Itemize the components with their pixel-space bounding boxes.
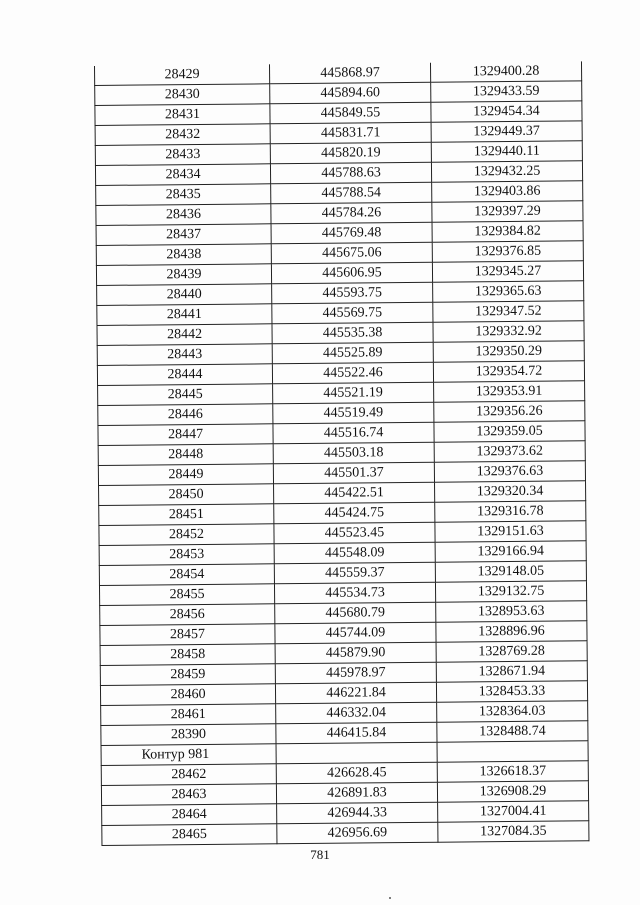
point-id-cell: 28444	[97, 364, 272, 386]
point-id-cell: 28446	[98, 404, 273, 426]
y-coordinate-cell: 1328953.63	[436, 601, 587, 622]
point-id-cell: 28462	[101, 764, 276, 786]
x-coordinate-cell: 445978.97	[275, 662, 436, 684]
point-id-cell: 28445	[98, 384, 273, 406]
point-id-cell: 28435	[96, 184, 271, 206]
y-coordinate-cell: 1329320.34	[435, 481, 586, 502]
y-coordinate-cell: 1329397.29	[432, 201, 583, 222]
point-id-cell: 28454	[99, 564, 274, 586]
y-coordinate-cell: 1329332.92	[433, 321, 584, 342]
point-id-cell: 28459	[100, 664, 275, 686]
point-id-cell: 28429	[94, 64, 269, 85]
point-id-cell: Контур 981	[101, 744, 276, 766]
x-coordinate-cell: 445519.49	[273, 402, 434, 424]
y-coordinate-cell: 1329373.62	[434, 441, 585, 462]
y-coordinate-cell	[437, 741, 588, 762]
y-coordinate-cell: 1329356.26	[434, 401, 585, 422]
y-coordinate-cell: 1329384.82	[432, 221, 583, 242]
x-coordinate-cell: 446221.84	[275, 682, 436, 704]
y-coordinate-cell: 1329432.25	[431, 161, 582, 182]
x-coordinate-cell: 446332.04	[276, 702, 437, 724]
x-coordinate-cell: 445849.55	[270, 102, 431, 124]
x-coordinate-cell: 445559.37	[274, 562, 435, 584]
x-coordinate-cell: 445894.60	[270, 82, 431, 104]
x-coordinate-cell: 445522.46	[272, 362, 433, 384]
x-coordinate-cell: 445424.75	[274, 502, 435, 524]
x-coordinate-cell: 426944.33	[277, 802, 438, 824]
x-coordinate-cell: 426891.83	[276, 782, 437, 804]
point-id-cell: 28447	[98, 424, 273, 446]
x-coordinate-cell: 445525.89	[272, 342, 433, 364]
y-coordinate-cell: 1329449.37	[431, 121, 582, 142]
x-coordinate-cell: 445868.97	[269, 63, 430, 84]
y-coordinate-cell: 1329353.91	[434, 381, 585, 402]
y-coordinate-cell: 1328671.94	[436, 661, 587, 682]
x-coordinate-cell: 445788.63	[270, 162, 431, 184]
y-coordinate-cell: 1329345.27	[432, 261, 583, 282]
point-id-cell: 28460	[100, 684, 275, 706]
point-id-cell: 28443	[97, 344, 272, 366]
y-coordinate-cell: 1326908.29	[437, 781, 588, 802]
point-id-cell: 28436	[96, 204, 271, 226]
point-id-cell: 28464	[102, 804, 277, 826]
x-coordinate-cell: 446415.84	[276, 722, 437, 744]
x-coordinate-cell: 445831.71	[270, 122, 431, 144]
x-coordinate-cell	[276, 742, 437, 764]
y-coordinate-cell: 1329151.63	[435, 521, 586, 542]
point-id-cell: 28439	[96, 264, 271, 286]
point-id-cell: 28390	[101, 724, 276, 746]
coordinates-table-body	[94, 61, 588, 845]
x-coordinate-cell: 445675.06	[271, 242, 432, 264]
y-coordinate-cell: 1329376.63	[434, 461, 585, 482]
x-coordinate-cell: 426956.69	[277, 822, 438, 844]
point-id-cell: 28440	[97, 284, 272, 306]
point-id-cell: 28458	[100, 644, 275, 666]
x-coordinate-cell: 445535.38	[272, 322, 433, 344]
y-coordinate-cell: 1329316.78	[435, 501, 586, 522]
y-coordinate-cell: 1326618.37	[437, 761, 588, 782]
y-coordinate-cell: 1329359.05	[434, 421, 585, 442]
point-id-cell: 28442	[97, 324, 272, 346]
y-coordinate-cell: 1329132.75	[435, 581, 586, 602]
point-id-cell: 28433	[95, 144, 270, 166]
x-coordinate-cell: 445788.54	[271, 182, 432, 204]
x-coordinate-cell: 445501.37	[273, 462, 434, 484]
x-coordinate-cell: 445769.48	[271, 222, 432, 244]
x-coordinate-cell: 445548.09	[274, 542, 435, 564]
point-id-cell: 28451	[99, 504, 274, 526]
y-coordinate-cell: 1329347.52	[433, 301, 584, 322]
y-coordinate-cell: 1329354.72	[433, 361, 584, 382]
x-coordinate-cell: 445516.74	[273, 422, 434, 444]
x-coordinate-cell: 445569.75	[272, 302, 433, 324]
point-id-cell: 28448	[98, 444, 273, 466]
point-id-cell: 28450	[99, 484, 274, 506]
point-id-cell: 28449	[98, 464, 273, 486]
y-coordinate-cell: 1329440.11	[431, 141, 582, 162]
y-coordinate-cell: 1328769.28	[436, 641, 587, 662]
x-coordinate-cell: 445503.18	[273, 442, 434, 464]
x-coordinate-cell: 445422.51	[274, 482, 435, 504]
point-id-cell: 28438	[96, 244, 271, 266]
point-id-cell: 28461	[101, 704, 276, 726]
point-id-cell: 28455	[99, 584, 274, 606]
y-coordinate-cell: 1327084.35	[438, 821, 589, 842]
point-id-cell: 28437	[96, 224, 271, 246]
x-coordinate-cell: 445606.95	[271, 262, 432, 284]
y-coordinate-cell: 1328364.03	[437, 701, 588, 722]
y-coordinate-cell: 1329350.29	[433, 341, 584, 362]
x-coordinate-cell: 445879.90	[275, 642, 436, 664]
scan-speck	[389, 897, 391, 899]
y-coordinate-cell: 1328896.96	[436, 621, 587, 642]
page-number: 781	[310, 847, 330, 862]
y-coordinate-cell: 1329376.85	[432, 241, 583, 262]
point-id-cell: 28432	[95, 124, 270, 146]
point-id-cell: 28441	[97, 304, 272, 326]
point-id-cell: 28452	[99, 524, 274, 546]
point-id-cell: 28465	[102, 824, 277, 846]
x-coordinate-cell: 426628.45	[276, 762, 437, 784]
x-coordinate-cell: 445523.45	[274, 522, 435, 544]
x-coordinate-cell: 445784.26	[271, 202, 432, 224]
point-id-cell: 28457	[100, 624, 275, 646]
point-id-cell: 28463	[101, 784, 276, 806]
x-coordinate-cell: 445534.73	[274, 582, 435, 604]
y-coordinate-cell: 1328453.33	[436, 681, 587, 702]
point-id-cell: 28430	[95, 84, 270, 106]
x-coordinate-cell: 445680.79	[275, 602, 436, 624]
y-coordinate-cell: 1329433.59	[431, 81, 582, 102]
y-coordinate-cell: 1329166.94	[435, 541, 586, 562]
y-coordinate-cell: 1329400.28	[430, 61, 581, 82]
x-coordinate-cell: 445744.09	[275, 622, 436, 644]
point-id-cell: 28453	[99, 544, 274, 566]
y-coordinate-cell: 1329148.05	[435, 561, 586, 582]
coordinates-table	[94, 61, 589, 846]
point-id-cell: 28431	[95, 104, 270, 126]
table-row	[102, 821, 589, 846]
x-coordinate-cell: 445820.19	[270, 142, 431, 164]
y-coordinate-cell: 1328488.74	[437, 721, 588, 742]
point-id-cell: 28434	[95, 164, 270, 186]
y-coordinate-cell: 1329365.63	[433, 281, 584, 302]
y-coordinate-cell: 1329454.34	[431, 101, 582, 122]
x-coordinate-cell: 445521.19	[273, 382, 434, 404]
y-coordinate-cell: 1327004.41	[438, 801, 589, 822]
x-coordinate-cell: 445593.75	[272, 282, 433, 304]
y-coordinate-cell: 1329403.86	[432, 181, 583, 202]
point-id-cell: 28456	[100, 604, 275, 626]
